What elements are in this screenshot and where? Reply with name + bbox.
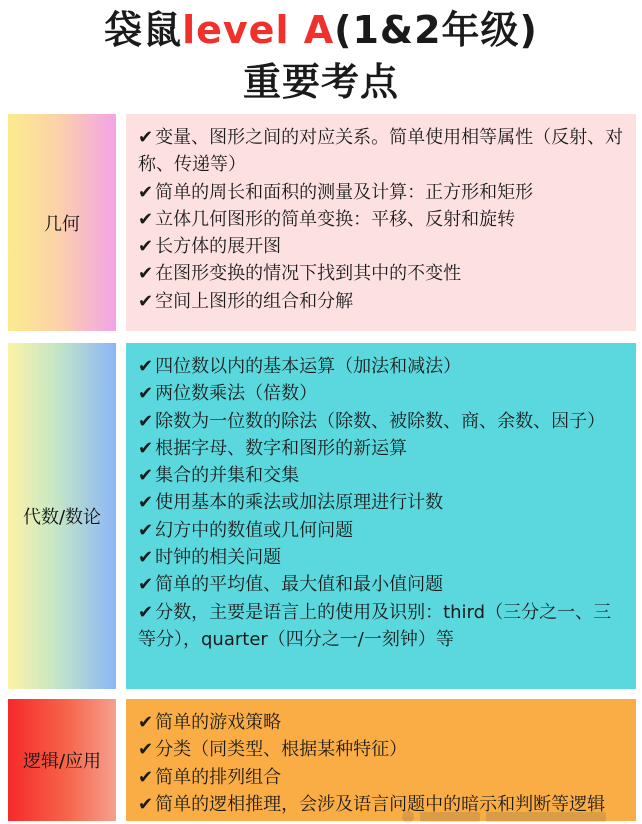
check-icon: ✔ <box>138 492 154 514</box>
section-label-logic: 逻辑/应用 <box>8 699 116 821</box>
title-accent: level A <box>182 8 335 52</box>
title-part1: 袋鼠 <box>104 8 183 52</box>
check-icon: ✔ <box>138 574 154 596</box>
check-icon: ✔ <box>138 547 154 569</box>
watermark <box>402 810 632 824</box>
check-icon: ✔ <box>138 465 154 487</box>
check-icon: ✔ <box>138 383 154 405</box>
section-content-geometry <box>126 114 636 331</box>
list-item: ✔ 简单的逻相推理，会涉及语言问题中的暗示和判断等逻辑 <box>138 793 606 815</box>
check-icon: ✔ <box>138 519 154 541</box>
list-item: ✔ 简单的排列组合 <box>138 766 282 788</box>
list-item: ✔ 分数，主要是语言上的使用及识别：third（三分之一、三等分），quarter（四分之一/一刻钟）等 <box>138 601 612 650</box>
check-icon: ✔ <box>138 263 154 285</box>
check-icon: ✔ <box>138 410 154 432</box>
check-icon: ✔ <box>138 739 154 761</box>
list-item: ✔ 空间上图形的组合和分解 <box>138 290 354 312</box>
check-icon: ✔ <box>138 601 154 623</box>
title-part2: (1&2年级) <box>334 8 538 52</box>
section-label-algebra: 代数/数论 <box>8 343 116 689</box>
check-icon: ✔ <box>138 236 154 258</box>
section-label-geometry: 几何 <box>8 114 116 331</box>
page-subtitle: 重要考点 <box>242 60 399 104</box>
check-icon: ✔ <box>138 712 154 733</box>
list-item: ✔ 立体几何图形的简单变换：平移、反射和旋转 <box>138 208 516 230</box>
check-icon: ✔ <box>138 181 154 203</box>
list-item: ✔ 两位数乘法（倍数） <box>138 383 318 405</box>
list-item: ✔ 简单的平均值、最大值和最小值问题 <box>138 574 444 596</box>
list-item: ✔ 变量、图形之间的对应关系。简单使用相等属性（反射、对称、传递等） <box>138 127 624 176</box>
check-icon: ✔ <box>138 208 154 230</box>
watermark-logo-icon <box>402 811 414 823</box>
list-item: ✔ 使用基本的乘法或加法原理进行计数 <box>138 492 444 514</box>
check-icon: ✔ <box>138 127 154 148</box>
list-item: ✔ 简单的周长和面积的测量及计算：正方形和矩形 <box>138 181 534 203</box>
list-item: ✔ 简单的游戏策略 <box>138 712 282 733</box>
check-icon: ✔ <box>138 793 154 815</box>
check-icon: ✔ <box>138 766 154 788</box>
list-item: ✔ 根据字母、数字和图形的新运算 <box>138 437 408 459</box>
list-item: ✔ 四位数以内的基本运算（加法和减法） <box>138 356 462 377</box>
section-content-algebra <box>126 343 636 689</box>
list-item: ✔ 分类（同类型、根据某种特征） <box>138 739 408 761</box>
list-item: ✔ 集合的并集和交集 <box>138 465 300 487</box>
check-icon: ✔ <box>138 356 154 377</box>
list-item: ✔ 时钟的相关问题 <box>138 547 282 569</box>
list-item: ✔ 除数为一位数的除法（除数、被除数、商、余数、因子） <box>138 410 606 432</box>
check-icon: ✔ <box>138 437 154 459</box>
list-item: ✔ 长方体的展开图 <box>138 236 282 258</box>
list-item: ✔ 在图形变换的情况下找到其中的不变性 <box>138 263 462 285</box>
page-title <box>0 6 642 54</box>
list-item: ✔ 幻方中的数值或几何问题 <box>138 519 354 541</box>
section-content-logic <box>126 699 636 821</box>
check-icon: ✔ <box>138 290 154 312</box>
